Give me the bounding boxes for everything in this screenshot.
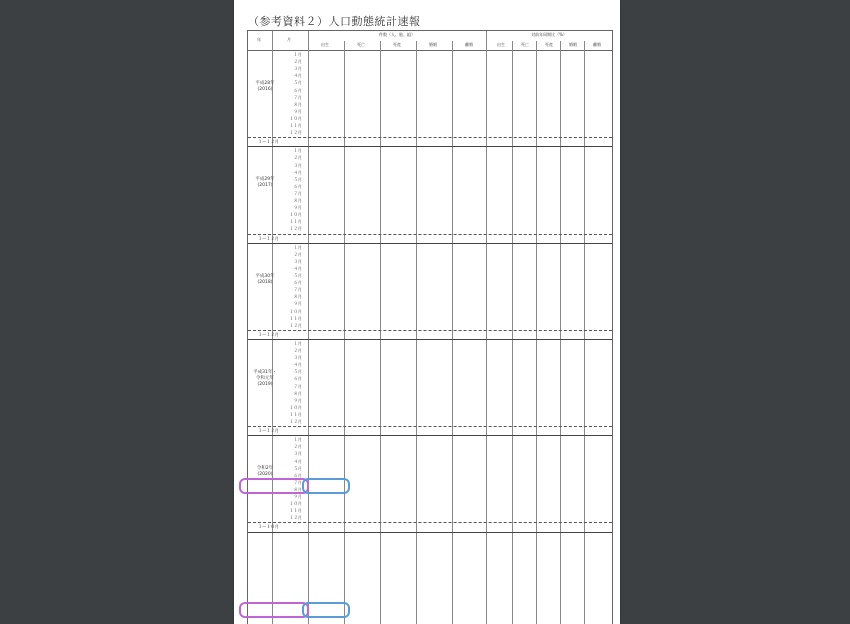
- header-divorces-pct: 離婚: [593, 42, 601, 47]
- table-row: [248, 368, 612, 375]
- header-year: 年: [257, 37, 261, 42]
- table-row: [248, 115, 612, 122]
- month-label: １２月: [289, 419, 302, 424]
- table-row: [248, 258, 612, 265]
- table-row: [248, 176, 612, 183]
- table-row: [248, 218, 612, 225]
- month-label: ３月: [293, 162, 302, 168]
- month-label: ６月: [293, 280, 302, 286]
- month-label: １１月: [289, 411, 302, 417]
- month-label: ８月: [293, 198, 302, 203]
- month-label: ７月: [293, 479, 302, 485]
- header-divorces: 離婚: [465, 42, 473, 47]
- era-label: 平成30年 (2018): [255, 273, 275, 285]
- month-label: ２月: [293, 348, 302, 353]
- month-label: １月: [293, 244, 302, 250]
- header-change: 対前年同期比（%）: [531, 32, 567, 37]
- month-label: １２月: [289, 226, 302, 232]
- table-row: [248, 147, 612, 154]
- month-label: １２月: [289, 515, 302, 521]
- header-counts: 件数（人、胎、組）: [379, 32, 415, 37]
- month-label: １１月: [289, 508, 302, 514]
- table-row: [248, 411, 612, 418]
- table-row: [248, 443, 612, 450]
- total-label: １～１２月: [258, 331, 279, 337]
- month-label: １１月: [289, 219, 302, 225]
- table-row: [248, 418, 612, 425]
- total-row: [248, 138, 612, 145]
- table-header: [248, 31, 612, 51]
- table-row: [248, 340, 612, 347]
- month-label: ２月: [293, 59, 302, 65]
- total-label: １～１２月: [258, 235, 279, 241]
- table-row: [248, 197, 612, 204]
- table-row: [248, 375, 612, 382]
- month-label: ８月: [293, 486, 302, 492]
- month-label: ５月: [293, 80, 302, 86]
- table-row: [248, 354, 612, 361]
- table-row: [248, 58, 612, 65]
- month-label: ６月: [293, 472, 302, 478]
- month-label: ３月: [293, 66, 302, 72]
- month-label: １０月: [289, 404, 302, 410]
- highlight-2019-births: [302, 478, 350, 494]
- total-label: １～１２月: [258, 428, 279, 434]
- total-row: [248, 235, 612, 242]
- table-row: [248, 286, 612, 293]
- month-label: １１月: [289, 315, 302, 321]
- month-label: ３月: [293, 451, 302, 457]
- month-label: ４月: [293, 458, 302, 464]
- header-births-pct: 出生: [497, 42, 505, 47]
- table-row: [248, 436, 612, 443]
- table-row: [248, 272, 612, 279]
- month-label: ３月: [293, 355, 302, 361]
- total-label: １～１２月: [258, 139, 279, 145]
- month-label: ６月: [293, 376, 302, 382]
- table-row: [248, 390, 612, 397]
- month-label: １０月: [289, 501, 302, 507]
- highlight-2020-label: [239, 602, 309, 618]
- month-label: ９月: [293, 494, 302, 499]
- table-row: [248, 397, 612, 404]
- era-label: 令和2年 (2020): [256, 466, 274, 478]
- month-label: ８月: [293, 294, 302, 300]
- month-label: １月: [293, 52, 302, 57]
- month-label: ８月: [293, 101, 302, 107]
- month-label: １１月: [289, 123, 302, 128]
- month-label: ５月: [293, 176, 302, 182]
- table-row: [248, 87, 612, 94]
- month-label: ５月: [293, 273, 302, 278]
- month-label: ９月: [293, 205, 302, 211]
- header-stillbirths-pct: 死産: [545, 42, 553, 47]
- table-row: [248, 514, 612, 521]
- table-row: [248, 122, 612, 129]
- month-label: ８月: [293, 390, 302, 396]
- month-label: ９月: [293, 397, 302, 403]
- table-row: [248, 450, 612, 457]
- month-label: １２月: [289, 322, 302, 328]
- table-row: [248, 204, 612, 211]
- header-marriages-pct: 婚姻: [569, 42, 577, 47]
- table-row: [248, 293, 612, 300]
- table-row: [248, 300, 612, 307]
- total-label: １～１０月: [258, 524, 279, 530]
- month-label: ９月: [293, 301, 302, 307]
- month-label: ２月: [293, 444, 302, 450]
- document-title: （参考資料２）人口動態統計速報: [248, 15, 421, 28]
- table-row: [248, 190, 612, 197]
- highlight-2020-births: [302, 602, 350, 618]
- month-label: ４月: [293, 169, 302, 175]
- total-row: [248, 427, 612, 434]
- month-label: ７月: [293, 94, 302, 100]
- month-label: ６月: [293, 87, 302, 93]
- table-row: [248, 322, 612, 329]
- total-row: [248, 523, 612, 530]
- month-label: ５月: [293, 465, 302, 471]
- table-row: [248, 101, 612, 108]
- month-label: １月: [293, 148, 302, 154]
- table-row: [248, 244, 612, 251]
- month-label: １０月: [289, 308, 302, 314]
- document-page: [234, 0, 620, 624]
- era-label: 平成29年 (2017): [255, 177, 275, 189]
- month-label: ７月: [293, 190, 302, 196]
- header-deaths-pct: 死亡: [521, 42, 529, 47]
- table-row: [248, 162, 612, 169]
- table-row: [248, 500, 612, 507]
- month-label: ４月: [293, 265, 302, 271]
- header-marriages: 婚姻: [429, 42, 437, 47]
- table-row: [248, 347, 612, 354]
- month-label: ９月: [293, 108, 302, 114]
- month-label: ２月: [293, 251, 302, 257]
- month-label: ４月: [293, 362, 302, 368]
- month-label: １月: [293, 437, 302, 443]
- month-label: １２月: [289, 130, 302, 136]
- table-row: [248, 108, 612, 115]
- era-label: 平成28年 (2016): [255, 81, 275, 92]
- month-label: ２月: [293, 155, 302, 161]
- header-stillbirths: 死産: [393, 42, 401, 47]
- table-row: [248, 72, 612, 79]
- table-row: [248, 225, 612, 232]
- table-row: [248, 154, 612, 161]
- header-month: 月: [287, 37, 291, 42]
- month-label: ３月: [293, 258, 302, 264]
- statistics-table: [247, 30, 613, 624]
- table-row: [248, 361, 612, 368]
- month-label: １０月: [289, 212, 302, 218]
- table-row: [248, 465, 612, 472]
- month-label: １０月: [289, 115, 302, 121]
- total-row: [248, 331, 612, 338]
- table-row: [248, 94, 612, 101]
- table-row: [248, 265, 612, 272]
- table-row: [248, 251, 612, 258]
- table-row: [248, 183, 612, 190]
- table-row: [248, 383, 612, 390]
- month-label: １月: [293, 340, 302, 346]
- table-row: [248, 308, 612, 315]
- table-row: [248, 211, 612, 218]
- highlight-2019-label: [239, 478, 309, 494]
- table-row: [248, 279, 612, 286]
- table-row: [248, 315, 612, 322]
- table-row: [248, 79, 612, 86]
- table-row: [248, 169, 612, 176]
- month-label: ４月: [293, 73, 302, 79]
- table-row: [248, 507, 612, 514]
- block-border: [248, 532, 612, 533]
- month-label: ７月: [293, 383, 302, 389]
- header-deaths: 死亡: [357, 42, 365, 47]
- table-row: [248, 51, 612, 58]
- table-row: [248, 493, 612, 500]
- month-label: ５月: [293, 369, 302, 375]
- table-row: [248, 404, 612, 411]
- month-label: ６月: [293, 183, 302, 189]
- era-label: 平成31年・ 令和元年 (2019): [253, 369, 277, 387]
- table-row: [248, 129, 612, 136]
- table-row: [248, 65, 612, 72]
- month-label: ７月: [293, 287, 302, 293]
- header-births: 出生: [321, 42, 329, 47]
- table-row: [248, 458, 612, 465]
